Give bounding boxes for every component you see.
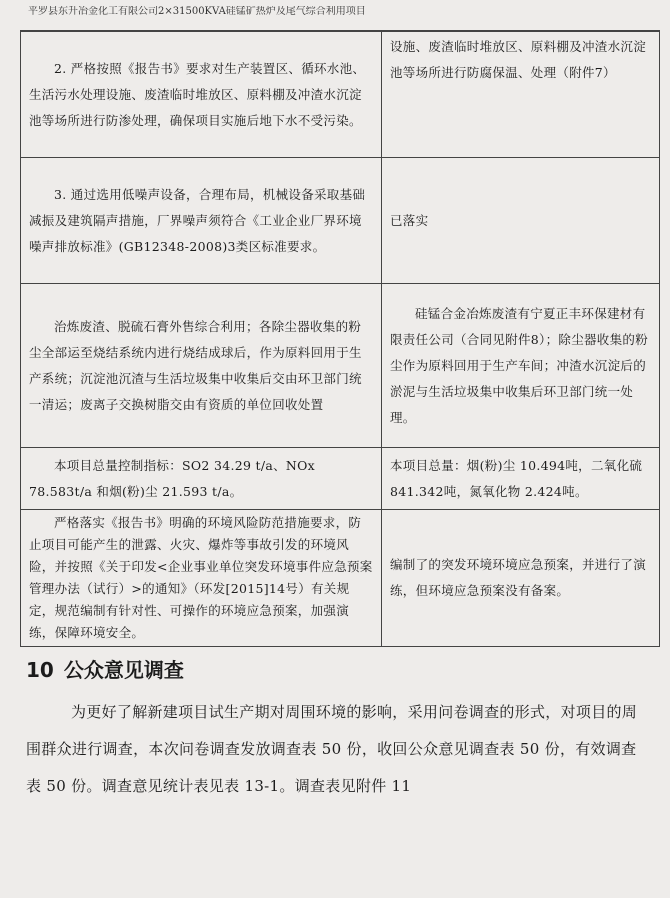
table-row	[21, 32, 660, 158]
requirement-cell: 治炼废渣、脱硫石膏外售综合利用；各除尘器收集的粉尘全部运至烧结系统内进行烧结成球后，作为原料回用于生产系统；沉淀池沉渣与生活垃圾集中收集后交由环卫部门统一清运；废离子交换树脂交由有资质的单位回收处置	[21, 284, 382, 448]
table-row	[21, 158, 660, 284]
requirement-cell: 2. 严格按照《报告书》要求对生产装置区、循环水池、生活污水处理设施、废渣临时堆放区、原料棚及冲渣水沉淀池等场所进行防渗处理，确保项目实施后地下水不受污染。	[21, 32, 382, 158]
status-cell: 已落实	[382, 158, 660, 284]
requirement-cell: 严格落实《报告书》明确的环境风险防范措施要求，防止项目可能产生的泄露、火灾、爆炸等事故引发的环境风险，并按照《关于印发<企业事业单位突发环境事件应急预案管理办法（试行）>的通知》（环发[2015]14号）有关规定，规范编制有针对性、可操作的环境应急预案，加强演练，保障环境安全。	[21, 510, 382, 647]
table-row	[21, 510, 660, 647]
requirement-cell: 本项目总量控制指标：SO2 34.29 t/a、NOx 78.583t/a 和烟(粉)尘 21.593 t/a。	[21, 448, 382, 510]
status-cell: 硅锰合金冶炼废渣有宁夏正丰环保建材有限责任公司（合同见附件8）；除尘器收集的粉尘作为原料回用于生产车间；冲渣水沉淀后的淤泥与生活垃圾集中收集后环卫部门统一处理。	[382, 284, 660, 448]
table-row	[21, 284, 660, 448]
status-cell: 本项目总量：烟(粉)尘 10.494吨，二氧化硫 841.342吨，氮氧化物 2.424吨。	[382, 448, 660, 510]
section-number: 10	[26, 658, 54, 682]
section-heading	[26, 657, 184, 683]
status-cell: 编制了的突发环境环境应急预案，并进行了演练，但环境应急预案没有备案。	[382, 510, 660, 647]
compliance-table	[20, 31, 660, 647]
section-title: 公众意见调查	[63, 658, 184, 682]
status-cell: 设施、废渣临时堆放区、原料棚及冲渣水沉淀池等场所进行防腐保温、处理（附件7）	[382, 32, 660, 158]
running-header: 平罗县东升冶金化工有限公司2×31500KVA硅锰矿热炉及尾气综合利用项目	[28, 6, 366, 17]
table-row	[21, 448, 660, 510]
body-paragraph: 为更好了解新建项目试生产期对周围环境的影响，采用问卷调查的形式，对项目的周围群众进行调查，本次问卷调查发放调查表 50 份，收回公众意见调查表 50 份，有效调查表 50 份。调查意见统计表见表 13-1。调查表见附件 11	[26, 703, 638, 795]
requirement-cell: 3. 通过选用低噪声设备，合理布局，机械设备采取基础减振及建筑隔声措施，厂界噪声须符合《工业企业厂界环境噪声排放标准》(GB12348-2008)3类区标准要求。	[21, 158, 382, 284]
